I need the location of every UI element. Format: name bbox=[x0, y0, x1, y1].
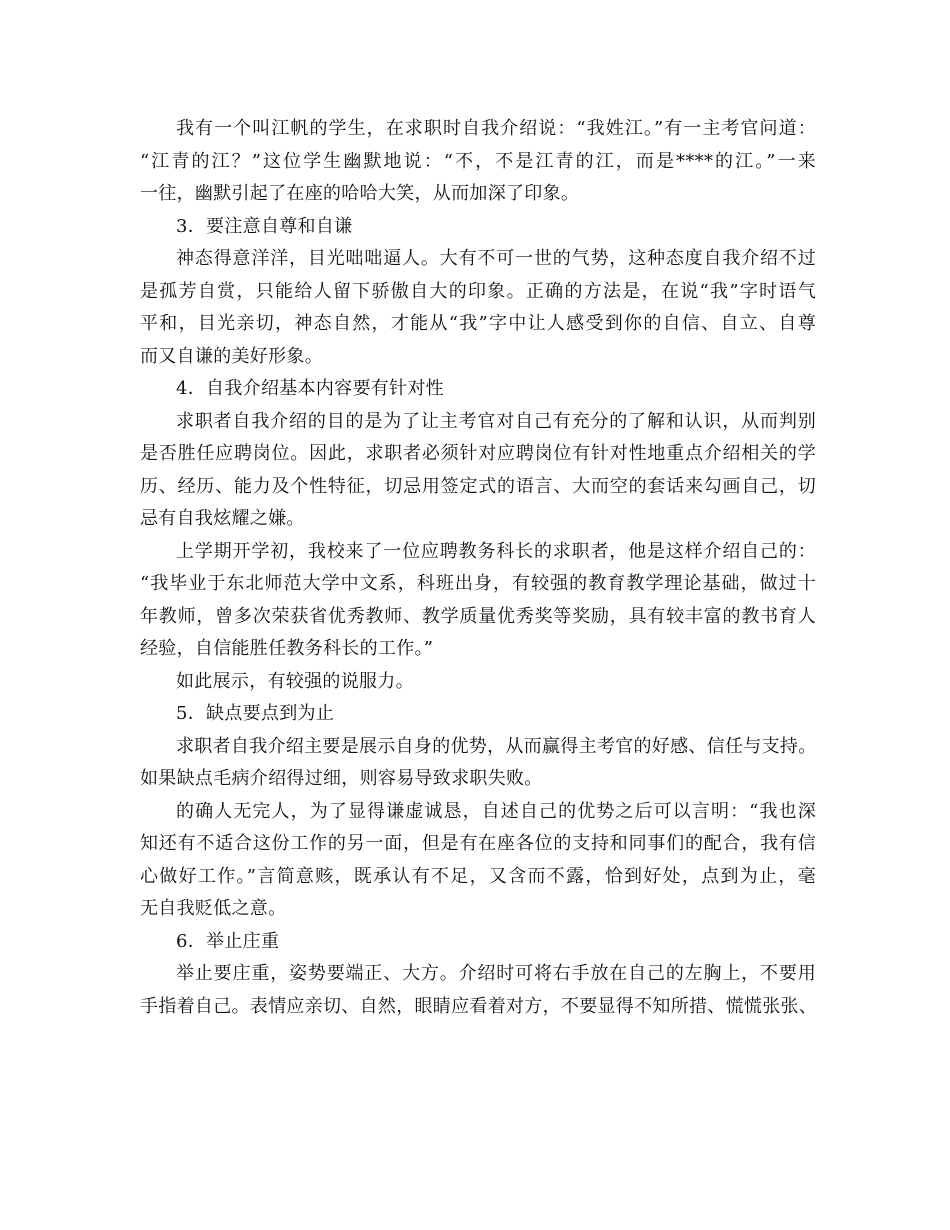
section-heading: 4．自我介绍基本内容要有针对性 bbox=[176, 378, 444, 399]
body-text bbox=[140, 113, 816, 1023]
text-line: 知还有不适合这份工作的另一面，但是有在座各位的支持和同事们的配合，我有信 bbox=[140, 833, 816, 854]
text-line: 历、经历、能力及个性特征，切忌用签定式的语言、大而空的套话来勾画自己，切 bbox=[140, 475, 816, 497]
section-heading: 6．举止庄重 bbox=[176, 930, 280, 952]
section-heading: 3．要注意自尊和自谦 bbox=[176, 215, 353, 237]
text-line: 而又自谦的美好形象。 bbox=[140, 345, 323, 367]
text-line: 无自我贬低之意。 bbox=[140, 898, 287, 919]
text-line: 手指着自己。表情应亲切、自然，眼睛应看着对方，不要显得不知所措、慌慌张张、 bbox=[140, 995, 818, 1017]
text-line: 是否胜任应聘岗位。因此，求职者必须针对应聘岗位有针对性地重点介绍相关的学 bbox=[140, 443, 816, 464]
text-line: 如果缺点毛病介绍得过细，则容易导致求职失败。 bbox=[140, 768, 543, 789]
text-line: “我毕业于东北师范大学中文系，科班出身，有较强的教育教学理论基础，做过十 bbox=[140, 573, 816, 594]
text-line: 经验，自信能胜任教务科长的工作。” bbox=[140, 638, 434, 659]
section-heading: 5．缺点要点到为止 bbox=[176, 703, 335, 724]
text-line: 如此展示，有较强的说服力。 bbox=[176, 670, 414, 692]
text-line: 举止要庄重，姿势要端正、大方。介绍时可将右手放在自己的左胸上，不要用 bbox=[176, 963, 816, 984]
text-line: 平和，目光亲切，神态自然，才能从“我”字中让人感受到你的自信、自立、自尊 bbox=[140, 313, 816, 334]
text-line: 求职者自我介绍主要是展示自身的优势，从而赢得主考官的好感、信任与支持。 bbox=[176, 735, 817, 757]
text-line: 一往，幽默引起了在座的哈哈大笑，从而加深了印象。 bbox=[140, 183, 580, 204]
text-line: 是孤芳自赏，只能给人留下骄傲自大的印象。正确的方法是，在说“我”字时语气 bbox=[140, 280, 816, 302]
text-line: 上学期开学初，我校来了一位应聘教务科长的求职者，他是这样介绍自己的： bbox=[176, 540, 816, 562]
text-line: 心做好工作。”言简意赅，既承认有不足，又含而不露，恰到好处，点到为止，毫 bbox=[140, 865, 816, 887]
text-line: 求职者自我介绍的目的是为了让主考官对自己有充分的了解和认识，从而判别 bbox=[176, 410, 816, 432]
text-line: 神态得意洋洋，目光咄咄逼人。大有不可一世的气势，这种态度自我介绍不过 bbox=[176, 248, 816, 269]
text-line: 的确人无完人，为了显得谦虚诚恳，自述自己的优势之后可以言明：“我也深 bbox=[176, 800, 816, 822]
text-line: 年教师，曾多次荣获省优秀教师、教学质量优秀奖等奖励，具有较丰富的教书育人 bbox=[140, 605, 816, 627]
text-line: 忌有自我炫耀之嫌。 bbox=[140, 508, 305, 529]
text-line: 我有一个叫江帆的学生，在求职时自我介绍说：“我姓江。”有一主考官问道： bbox=[176, 118, 816, 139]
text-line: “江青的江？”这位学生幽默地说：“不，不是江青的江，而是****的江。”一来 bbox=[140, 150, 816, 172]
